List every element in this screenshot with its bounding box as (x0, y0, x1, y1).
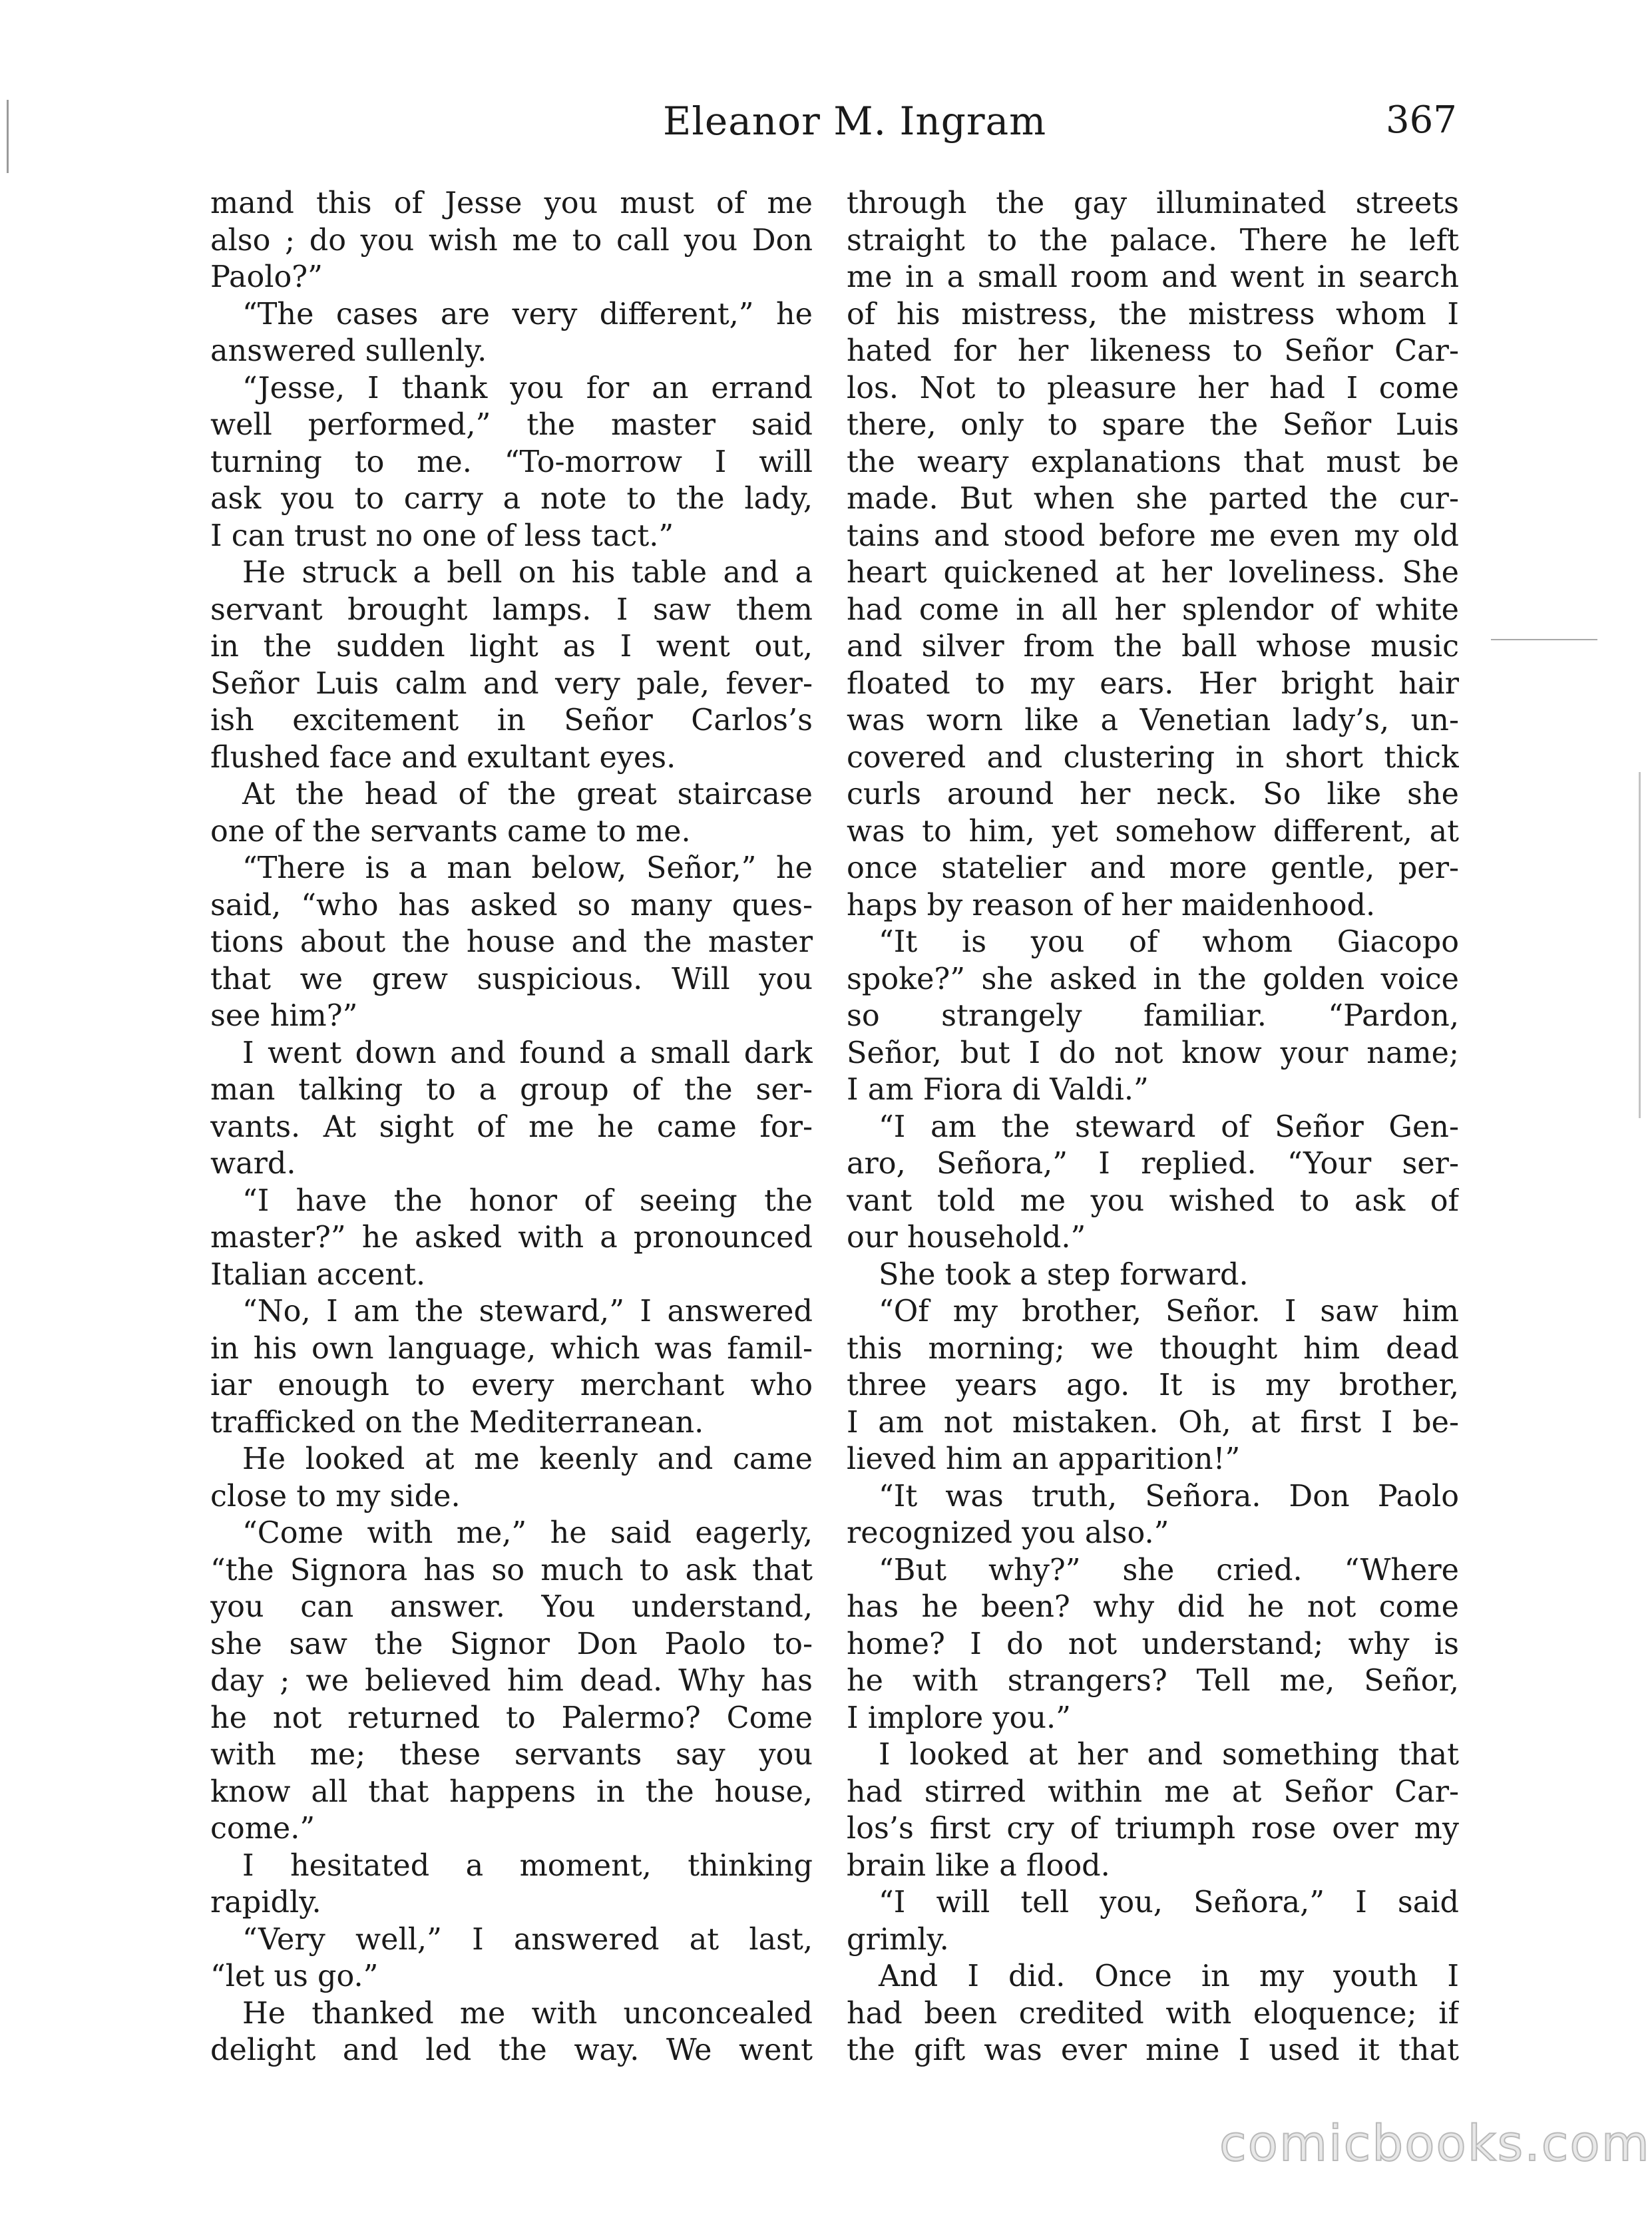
page-number: 367 (1386, 99, 1457, 142)
text-line: there, only to spare the Señor Luis (847, 408, 1459, 442)
text-line: close to my side. (210, 1479, 461, 1513)
text-line: was worn like a Venetian lady’s, un- (847, 704, 1459, 737)
text-line: well performed,” the master said (210, 408, 813, 442)
text-line: “I am the steward of Señor Gen- (879, 1109, 1459, 1144)
text-line: curls around her neck. So like she (847, 777, 1459, 811)
text-line: had come in all her splendor of white (847, 592, 1459, 627)
text-line: he with strangers? Tell me, Señor, (847, 1664, 1459, 1698)
text-line: master?” he asked with a pronounced (210, 1221, 813, 1255)
text-line: aro, Señora,” I replied. “Your ser- (847, 1147, 1459, 1181)
text-line: had been credited with eloquence; if (847, 1996, 1459, 2031)
running-head: Eleanor M. Ingram (663, 99, 1047, 144)
text-line: haps by reason of her maidenhood. (847, 888, 1376, 922)
scan-edge-mark (1491, 639, 1597, 640)
text-line: iar enough to every merchant who (210, 1368, 813, 1402)
text-line: one of the servants came to me. (210, 814, 691, 849)
text-line: see him?” (210, 999, 358, 1033)
text-line: once statelier and more gentle, per- (847, 851, 1459, 885)
text-line: los. Not to pleasure her had I come (847, 371, 1459, 405)
scan-edge-mark (1639, 772, 1641, 1118)
text-line: ask you to carry a note to the lady, (210, 482, 813, 516)
text-line: has he been? why did he not come (847, 1590, 1459, 1624)
text-line: this morning; we thought him dead (847, 1331, 1459, 1366)
text-line: He looked at me keenly and came (242, 1442, 813, 1476)
text-column-right (847, 185, 1459, 2069)
text-line: Señor Luis calm and very pale, fever- (210, 666, 813, 701)
text-line: man talking to a group of the ser- (210, 1073, 813, 1107)
text-line: he not returned to Palermo? Come (210, 1701, 813, 1735)
text-line: “But why?” she cried. “Where (879, 1553, 1459, 1587)
text-line: vant told me you wished to ask of (847, 1183, 1459, 1218)
text-line: also ; do you wish me to call you Don (210, 223, 813, 258)
text-line: “It was truth, Señora. Don Paolo (879, 1479, 1459, 1513)
text-line: the weary explanations that must be (847, 445, 1459, 479)
text-line: spoke?” she asked in the golden voice (847, 962, 1459, 996)
text-line: grimly. (847, 1922, 949, 1957)
text-line: brain like a flood. (847, 1848, 1110, 1883)
text-line: And I did. Once in my youth I (879, 1959, 1459, 1993)
text-line: tains and stood before me even my old (847, 518, 1459, 553)
text-line: floated to my ears. Her bright hair (847, 666, 1459, 701)
text-line: rapidly. (210, 1886, 321, 1919)
text-line: Paolo?” (210, 260, 323, 294)
text-line: day ; we believed him dead. Why has (210, 1664, 813, 1698)
text-line: “I will tell you, Señora,” I said (879, 1886, 1459, 1919)
text-line: Italian accent. (210, 1257, 426, 1292)
text-line: “It is you of whom Giacopo (879, 925, 1459, 959)
text-line: “Come with me,” he said eagerly, (242, 1516, 813, 1550)
text-line: she saw the Signor Don Paolo to- (210, 1627, 813, 1661)
text-line: answered sullenly. (210, 334, 487, 368)
text-line: of his mistress, the mistress whom I (847, 297, 1459, 331)
scan-edge-mark (7, 100, 9, 173)
text-line: me in a small room and went in search (847, 260, 1459, 294)
text-line: vants. At sight of me he came for- (210, 1109, 813, 1144)
text-column-left (210, 185, 813, 2069)
text-line: I can trust no one of less tact.” (210, 518, 674, 553)
text-line: recognized you also.” (847, 1516, 1169, 1550)
text-line: lieved him an apparition!” (847, 1442, 1241, 1476)
text-line: I looked at her and something that (879, 1738, 1459, 1772)
text-line: heart quickened at her loveliness. She (847, 556, 1459, 590)
text-line: “let us go.” (210, 1959, 379, 1993)
text-line: and silver from the ball whose music (847, 630, 1459, 664)
text-line: I hesitated a moment, thinking (242, 1848, 813, 1883)
text-line: through the gay illuminated streets (847, 186, 1459, 220)
text-line: delight and led the way. We went (210, 2033, 813, 2067)
text-line: “Of my brother, Señor. I saw him (879, 1295, 1459, 1328)
text-line: that we grew suspicious. Will you (210, 962, 813, 996)
text-line: los’s first cry of triumph rose over my (847, 1812, 1459, 1846)
text-line: had stirred within me at Señor Car- (847, 1774, 1459, 1809)
text-line: trafficked on the Mediterranean. (210, 1405, 704, 1440)
text-line: I went down and found a small dark (242, 1036, 813, 1070)
text-line: so strangely familiar. “Pardon, (847, 999, 1459, 1033)
text-line: hated for her likeness to Señor Car- (847, 334, 1459, 368)
text-line: I implore you.” (847, 1701, 1071, 1735)
text-line: come.” (210, 1812, 315, 1846)
text-line: “Very well,” I answered at last, (242, 1922, 813, 1957)
text-line: you can answer. You understand, (210, 1590, 813, 1624)
text-line: “No, I am the steward,” I answered (242, 1295, 813, 1328)
text-line: made. But when she parted the cur- (847, 482, 1459, 516)
text-line: turning to me. “To-morrow I will (210, 445, 813, 479)
text-line: “There is a man below, Señor,” he (242, 851, 813, 885)
text-line: ward. (210, 1147, 296, 1181)
text-line: I am Fiora di Valdi.” (847, 1073, 1149, 1107)
text-line: At the head of the great staircase (242, 777, 813, 811)
text-line: “Jesse, I thank you for an errand (242, 371, 813, 405)
text-line: in the sudden light as I went out, (210, 630, 813, 664)
text-line: servant brought lamps. I saw them (210, 592, 813, 627)
text-line: I am not mistaken. Oh, at first I be- (847, 1405, 1459, 1440)
text-line: “the Signora has so much to ask that (210, 1553, 813, 1587)
text-line: know all that happens in the house, (210, 1774, 813, 1809)
text-line: He struck a bell on his table and a (242, 556, 813, 590)
text-line: “The cases are very different,” he (242, 297, 813, 331)
text-line: said, “who has asked so many ques- (210, 888, 813, 922)
watermark: comicbooks.com (1219, 2115, 1651, 2172)
text-line: He thanked me with unconcealed (242, 1996, 813, 2031)
text-line: flushed face and exultant eyes. (210, 740, 676, 775)
text-line: was to him, yet somehow different, at (847, 814, 1459, 849)
text-line: ish excitement in Señor Carlos’s (210, 704, 813, 737)
text-line: our household.” (847, 1221, 1086, 1255)
text-line: Señor, but I do not know your name; (847, 1036, 1459, 1070)
text-line: home? I do not understand; why is (847, 1627, 1459, 1661)
text-line: She took a step forward. (879, 1257, 1249, 1292)
text-line: in his own language, which was famil- (210, 1331, 813, 1366)
text-line: three years ago. It is my brother, (847, 1368, 1459, 1402)
text-line: with me; these servants say you (210, 1738, 813, 1772)
text-line: “I have the honor of seeing the (242, 1183, 813, 1218)
text-line: mand this of Jesse you must of me (210, 186, 813, 220)
text-line: the gift was ever mine I used it that (847, 2033, 1459, 2067)
text-line: straight to the palace. There he left (847, 223, 1459, 258)
text-line: tions about the house and the master (210, 925, 813, 959)
text-line: covered and clustering in short thick (847, 740, 1459, 775)
